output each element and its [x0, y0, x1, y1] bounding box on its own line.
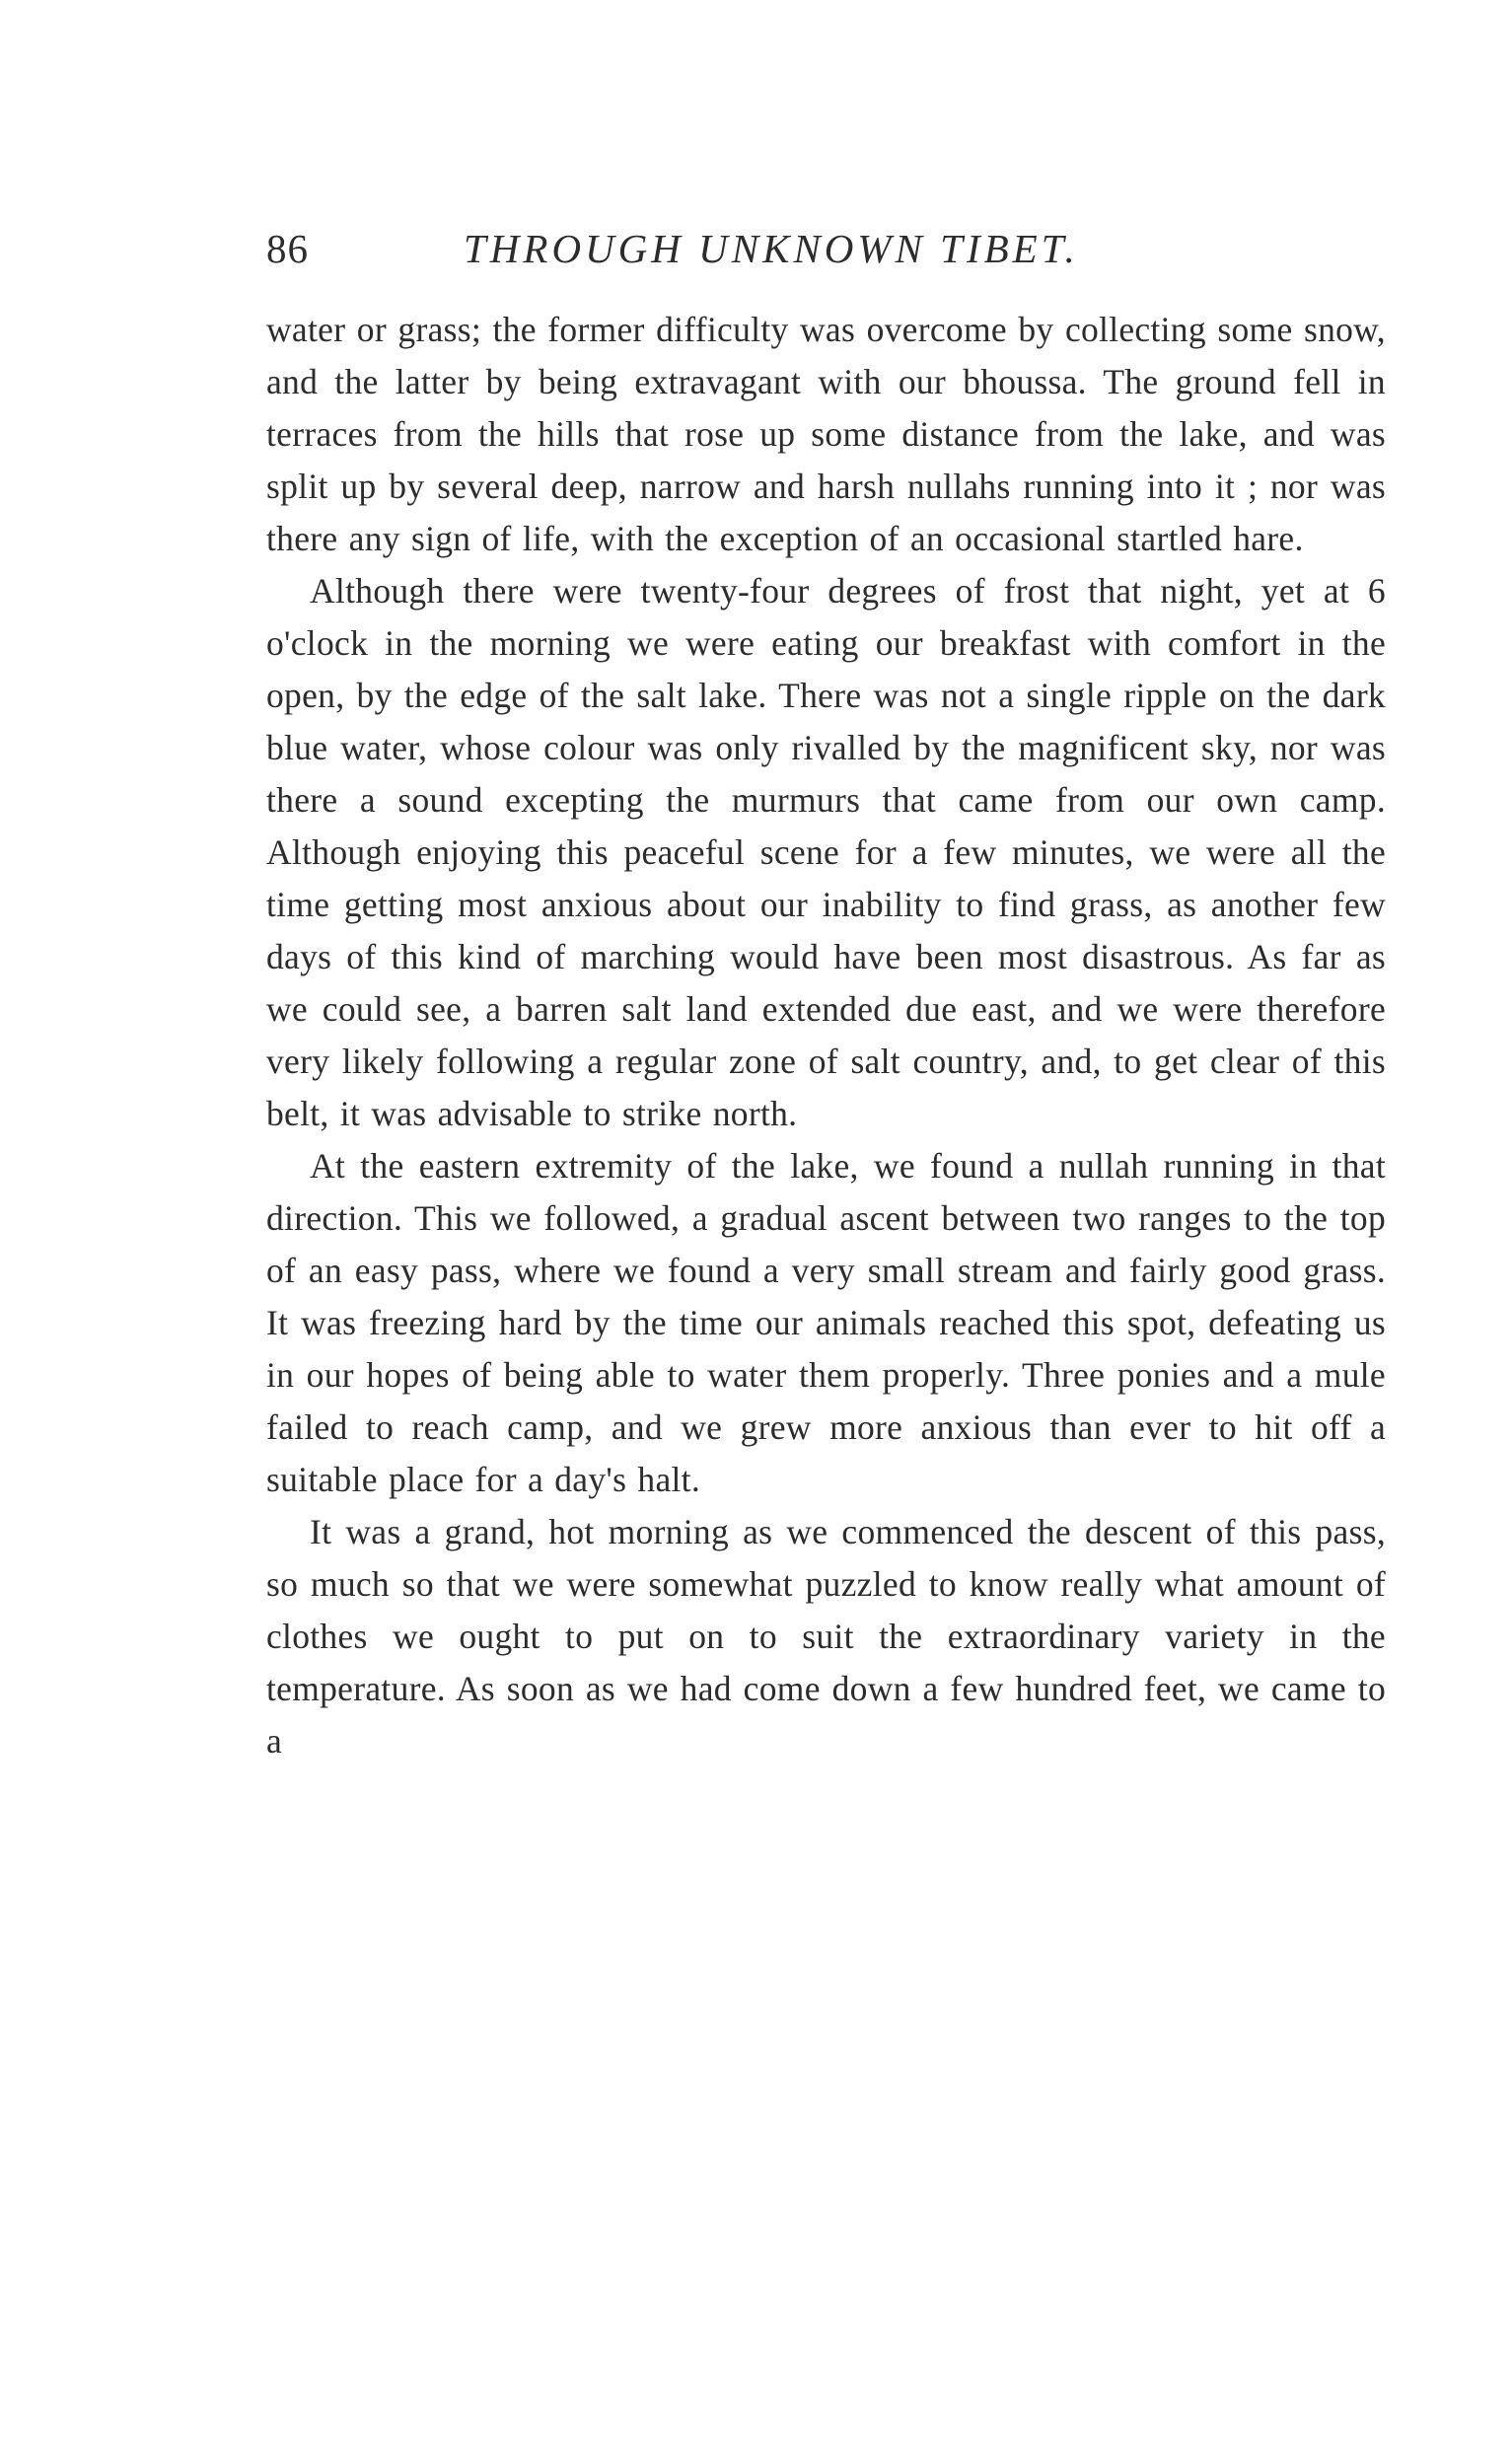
- paragraph: Although there were twenty-four degrees of frost that night, yet at 6 o'clock in the morning we were eating our breakfast with comfort in the open, by the edge of the salt lake. There was not a single ripple on the dark blue water, whose colour was only rivalled by the magnificent sky, nor was there a sound excepting the murmurs that came from our own camp. Although enjoying this peaceful scene for a few minutes, we were all the time getting most anxious about our inability to find grass, as another few days of this kind of marching would have been most disastrous. As far as we could see, a barren salt land extended due east, and we were therefore very likely following a regular zone of salt country, and, to get clear of this belt, it was advisable to strike north.: [266, 571, 1386, 1133]
- body-text: [266, 304, 1386, 1767]
- running-head: [266, 219, 1386, 278]
- page-number: 86: [266, 226, 309, 271]
- paragraph: It was a grand, hot morning as we commenced the descent of this pass, so much so that we were somewhat puzzled to know really what amount of clothes we ought to put on to suit the extraordinary variety in the temperature. As soon as we had come down a few hundred feet, we came to a: [266, 1512, 1386, 1761]
- paragraph: At the eastern extremity of the lake, we found a nullah running in that direction. This we followed, a gradual ascent between two ranges to the top of an easy pass, where we found a very small stream and fairly good grass. It was freezing hard by the time our animals reached this spot, defeating us in our hopes of being able to water them properly. Three ponies and a mule failed to reach camp, and we grew more anxious than ever to hit off a suitable place for a day's halt.: [266, 1146, 1386, 1499]
- paragraph-continued: water or grass; the former difficulty was overcome by collecting some snow, and the latter by being extravagant with our bhoussa. The ground fell in terraces from the hills that rose up some distance from the lake, and was split up by several deep, narrow and harsh nullahs running into it ; nor was there any sign of life, with the exception of an occasional startled hare.: [266, 310, 1386, 558]
- running-title: THROUGH UNKNOWN TIBET.: [464, 226, 1079, 271]
